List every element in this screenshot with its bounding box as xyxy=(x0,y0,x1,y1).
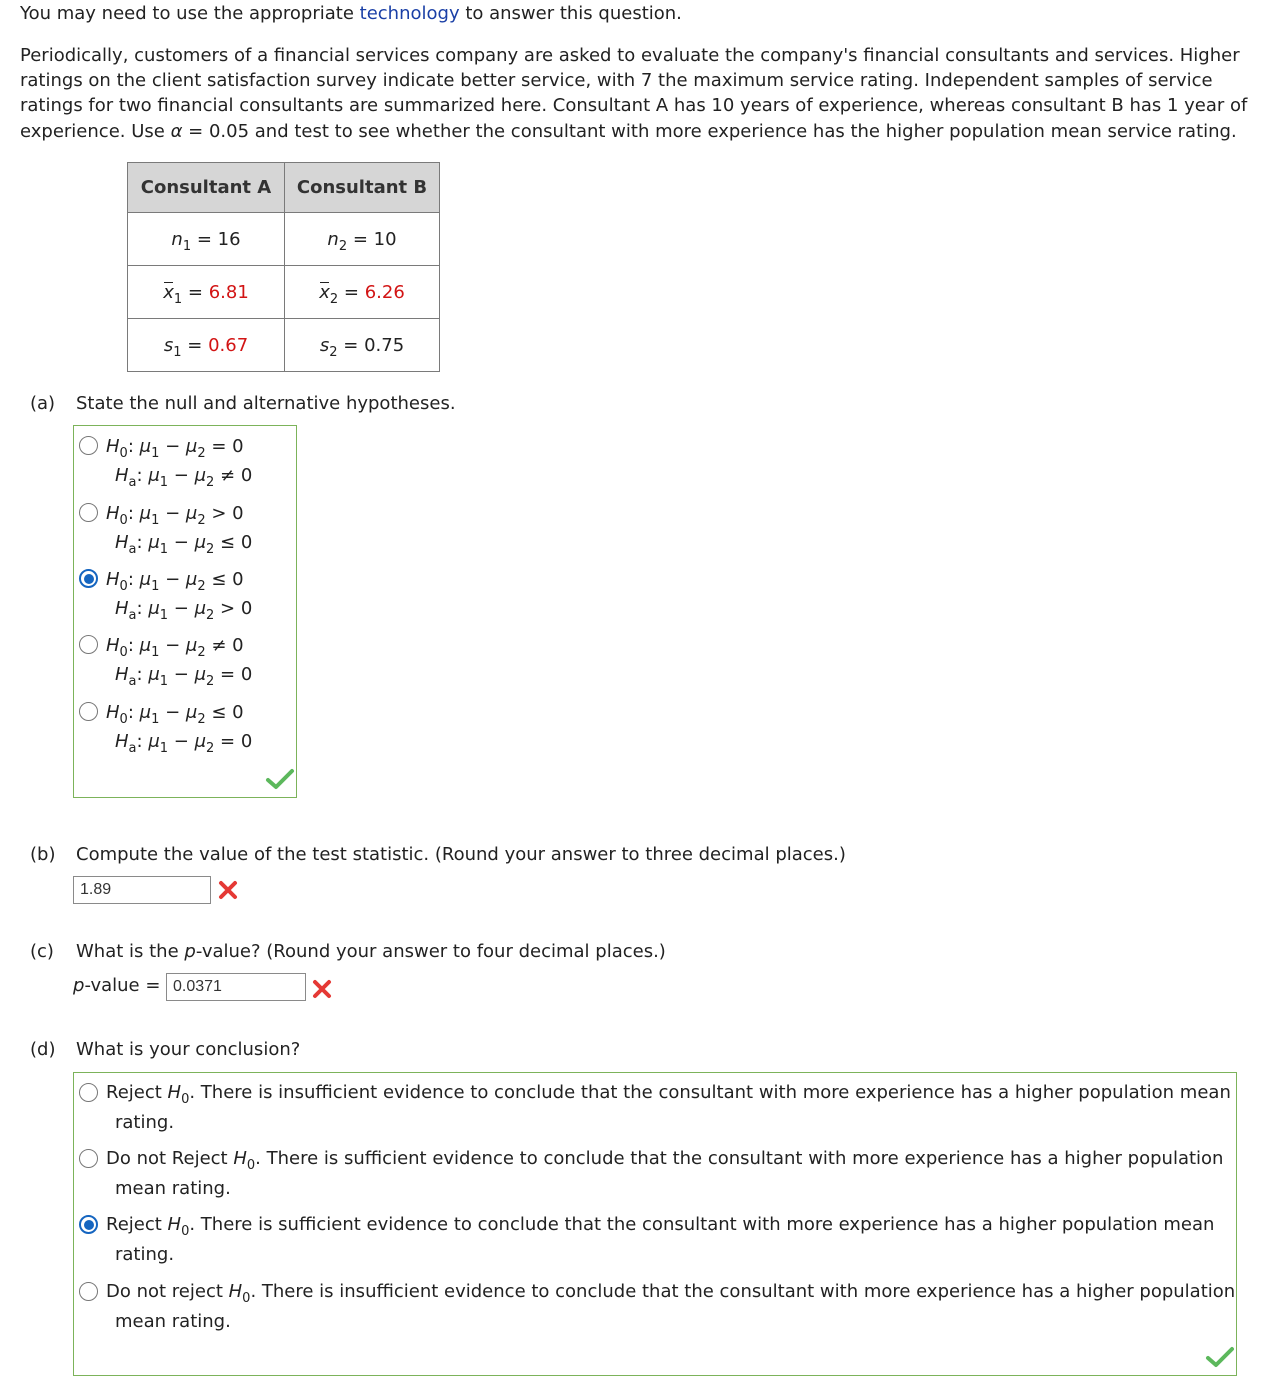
cell-xbar2: $x_2 = 6.26$ xyxy=(285,266,440,319)
instruction-text: You may need to use the appropriate xyxy=(20,3,360,24)
alternative-hypothesis-4: $H_a$: $\mu_1 - \mu_2 = 0$ xyxy=(115,664,253,689)
p-value-label: p-value = xyxy=(73,975,161,996)
part-a-question: (a) State the null and alternative hypotheses. xyxy=(30,393,456,414)
part-d-question: (d) What is your conclusion? xyxy=(30,1039,301,1060)
null-hypothesis-3: $H_0$: $\mu_1 - \mu_2 \le 0$ xyxy=(106,569,244,594)
null-hypothesis-4: $H_0$: $\mu_1 - \mu_2 \ne 0$ xyxy=(106,635,244,660)
problem-line-4: experience. Use α = 0.05 and test to see whether the consultant with more experience has the higher population mean service rating. xyxy=(20,121,1237,142)
problem-line-3: ratings for two financial consultants are summarized here. Consultant A has 10 years of experience, whereas consultant B has 1 year of xyxy=(20,95,1248,116)
conclusion-option-text-3: Reject $H_0$. There is sufficient evidence to conclude that the consultant with more experience has a higher population mean rating. xyxy=(106,1214,1215,1265)
cell-xbar1: $x_1 = 6.81$ xyxy=(128,266,285,319)
conclusion-radio-3[interactable] xyxy=(79,1215,98,1234)
hypothesis-radio-3[interactable] xyxy=(79,569,98,588)
null-hypothesis-1: $H_0$: $\mu_1 - \mu_2 = 0$ xyxy=(106,436,244,461)
conclusion-option-text-4: Do not reject $H_0$. There is insufficient evidence to conclude that the consultant with more experience has a higher population mean rating. xyxy=(106,1281,1236,1332)
part-b-question: (b) Compute the value of the test statistic. (Round your answer to three decimal places.) xyxy=(30,844,846,865)
hypothesis-radio-5[interactable] xyxy=(79,702,98,721)
table-row-sample-size xyxy=(128,213,440,266)
problem-line-1: Periodically, customers of a financial services company are asked to evaluate the company's financial consultants and services. Higher xyxy=(20,45,1240,66)
alternative-hypothesis-2: $H_a$: $\mu_1 - \mu_2 \le 0$ xyxy=(115,532,253,557)
cell-s2: $s_2 = 0.75$ xyxy=(285,319,440,372)
null-hypothesis-2: $H_0$: $\mu_1 - \mu_2 > 0$ xyxy=(106,503,244,528)
cell-n2: $n_2 = 10$ xyxy=(285,213,440,266)
incorrect-x-icon xyxy=(218,880,238,900)
instruction-text-end: to answer this question. xyxy=(459,3,682,24)
table-row-std-dev xyxy=(128,319,440,372)
test-statistic-input[interactable]: 1.89 xyxy=(73,876,211,904)
correct-check-icon xyxy=(265,768,295,790)
conclusion-option-text-2: Do not Reject $H_0$. There is sufficient evidence to conclude that the consultant with more experience has a higher population mean rating. xyxy=(106,1148,1224,1199)
hypothesis-radio-4[interactable] xyxy=(79,635,98,654)
hypothesis-radio-2[interactable] xyxy=(79,503,98,522)
cell-s1: $s_1 = 0.67$ xyxy=(128,319,285,372)
conclusion-option-text-1: Reject $H_0$. There is insufficient evidence to conclude that the consultant with more experience has a higher population mean rating. xyxy=(106,1082,1231,1133)
header-consultant-b: Consultant B xyxy=(285,163,440,213)
technology-link[interactable]: technology xyxy=(359,3,460,24)
table-row-mean xyxy=(128,266,440,319)
alpha-symbol: α xyxy=(170,121,183,142)
part-c-question: (c) What is the p-value? (Round your answer to four decimal places.) xyxy=(30,941,666,962)
null-hypothesis-5: $H_0$: $\mu_1 - \mu_2 \le 0$ xyxy=(106,702,244,727)
cell-n1: $n_1 = 16$ xyxy=(128,213,285,266)
incorrect-x-icon xyxy=(312,979,332,999)
correct-check-icon xyxy=(1205,1346,1235,1368)
alternative-hypothesis-1: $H_a$: $\mu_1 - \mu_2 \ne 0$ xyxy=(115,465,253,490)
conclusion-radio-2[interactable] xyxy=(79,1149,98,1168)
p-value-input[interactable]: 0.0371 xyxy=(166,973,306,1001)
problem-line-2: ratings on the client satisfaction survey indicate better service, with 7 the maximum service rating. Independent samples of service xyxy=(20,70,1213,91)
table-header-row xyxy=(128,163,440,213)
alternative-hypothesis-3: $H_a$: $\mu_1 - \mu_2 > 0$ xyxy=(115,598,253,623)
conclusion-radio-1[interactable] xyxy=(79,1083,98,1102)
alternative-hypothesis-5: $H_a$: $\mu_1 - \mu_2 = 0$ xyxy=(115,731,253,756)
hypothesis-radio-1[interactable] xyxy=(79,436,98,455)
conclusion-radio-4[interactable] xyxy=(79,1282,98,1301)
summary-table xyxy=(127,162,440,372)
header-consultant-a: Consultant A xyxy=(128,163,285,213)
instruction-line xyxy=(20,1,682,26)
